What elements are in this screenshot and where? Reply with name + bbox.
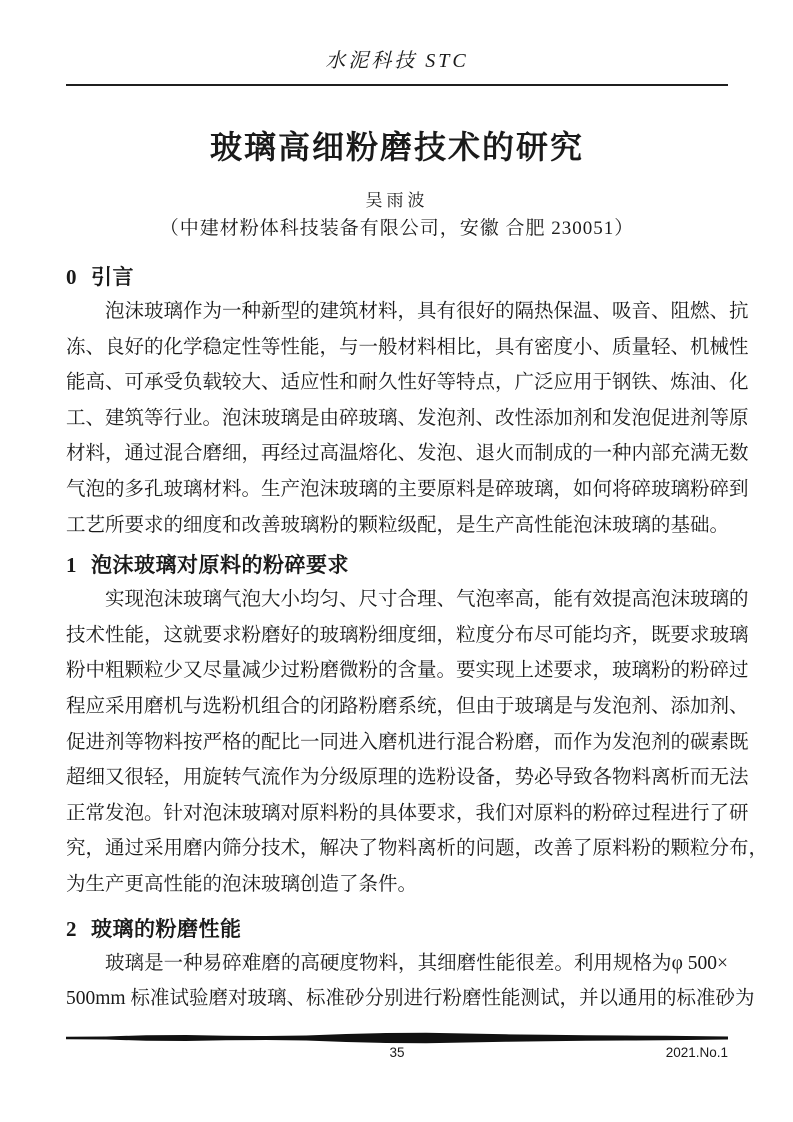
paragraph-line: 气泡的多孔玻璃材料。生产泡沫玻璃的主要原料是碎玻璃，如何将碎玻璃粉碎到 xyxy=(66,478,749,500)
paragraph-line: 究，通过采用磨内筛分技术，解决了物料离析的问题，改善了原料粉的颗粒分布， xyxy=(66,838,769,860)
page-content xyxy=(66,0,769,1017)
section-1-paragraph xyxy=(66,582,769,902)
section-heading-2 xyxy=(66,916,728,943)
paragraph-line: 程应采用磨机与选粉机组合的闭路粉磨系统，但由于玻璃是与发泡剂、添加剂、 xyxy=(66,695,749,717)
paragraph-line: 超细又很轻，用旋转气流作为分级原理的选粉设备，势必导致各物料离析而无法 xyxy=(66,767,749,789)
article-affiliation: （中建材粉体科技装备有限公司，安徽 合肥 230051） xyxy=(159,218,635,239)
paragraph-line: 能高、可承受负载较大、适应性和耐久性好等特点，广泛应用于钢铁、炼油、化 xyxy=(66,372,749,394)
header-rule xyxy=(66,84,728,86)
paragraph-line: 正常发泡。针对泡沫玻璃对原料粉的具体要求，我们对原料的粉碎过程进行了研 xyxy=(66,802,749,824)
paragraph-line: 冻、良好的化学稳定性等性能，与一般材料相比，具有密度小、质量轻、机械性 xyxy=(66,336,749,358)
issue-label: 2021.No.1 xyxy=(665,1045,728,1060)
section-number: 2 xyxy=(66,916,77,941)
paragraph-line: 玻璃是一种易碎难磨的高硬度物料，其细磨性能很差。利用规格为φ 500× xyxy=(105,952,728,974)
paragraph-line: 材料，通过混合磨细，再经过高温熔化、发泡、退火而制成的一种内部充满无数 xyxy=(66,443,749,465)
section-0-paragraph xyxy=(66,294,749,543)
footer xyxy=(66,1043,728,1063)
section-number: 0 xyxy=(66,265,77,289)
paragraph-line: 500mm 标准试验磨对玻璃、标准砂分别进行粉磨性能测试，并以通用的标准砂为 xyxy=(66,988,755,1010)
page-number: 35 xyxy=(389,1045,405,1060)
section-number: 1 xyxy=(66,553,77,578)
paragraph-line: 技术性能，这就要求粉磨好的玻璃粉细度细，粒度分布尽可能均齐，既要求玻璃 xyxy=(66,624,749,646)
section-title: 泡沫玻璃对原料的粉碎要求 xyxy=(91,554,349,578)
paragraph-line: 促进剂等物料按严格的配比一同进入磨机进行混合粉磨，而作为发泡剂的碳素既 xyxy=(66,731,749,753)
paragraph-line: 为生产更高性能的泡沫玻璃创造了条件。 xyxy=(66,873,418,895)
footer-rule xyxy=(66,1031,728,1043)
paragraph-line: 工艺所要求的细度和改善玻璃粉的颗粒级配，是生产高性能泡沫玻璃的基础。 xyxy=(66,514,730,536)
journal-running-head: 水泥科技 STC xyxy=(325,50,469,72)
section-heading-0 xyxy=(66,264,728,291)
article-author: 吴雨波 xyxy=(365,191,429,210)
section-title: 引言 xyxy=(91,266,134,289)
article-title: 玻璃高细粉磨技术的研究 xyxy=(209,129,584,165)
paragraph-line: 泡沫玻璃作为一种新型的建筑材料，具有很好的隔热保温、吸音、阻燃、抗 xyxy=(105,301,749,322)
section-title: 玻璃的粉磨性能 xyxy=(91,917,242,941)
paragraph-line: 粉中粗颗粒少又尽量减少过粉磨微粉的含量。要实现上述要求，玻璃粉的粉碎过 xyxy=(66,660,749,682)
paragraph-line: 工、建筑等行业。泡沫玻璃是由碎玻璃、发泡剂、改性添加剂和发泡促进剂等原 xyxy=(66,407,749,429)
section-heading-1 xyxy=(66,552,728,579)
paragraph-line: 实现泡沫玻璃气泡大小均匀、尺寸合理、气泡率高，能有效提高泡沫玻璃的 xyxy=(105,589,749,611)
section-2-paragraph xyxy=(66,946,755,1017)
